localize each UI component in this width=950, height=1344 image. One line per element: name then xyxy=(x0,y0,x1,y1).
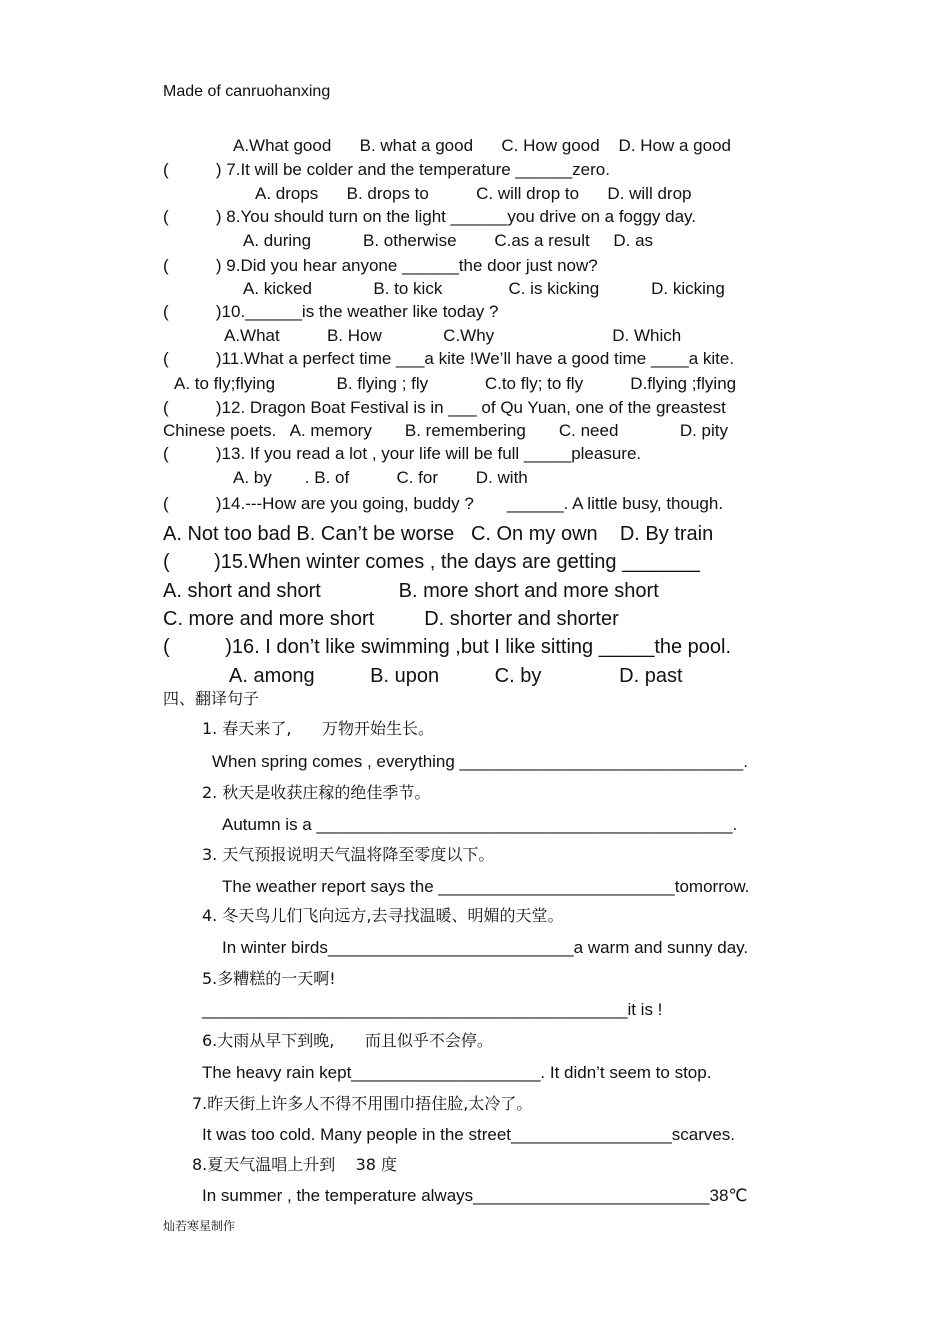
option-line-6: A.What good B. what a good C. How good D. How a good xyxy=(233,136,731,155)
option-line-8: A. during B. otherwise C.as a result D. as xyxy=(243,231,654,250)
page-header: Made of canruohanxing xyxy=(163,83,331,100)
translation-7-cn: 7.昨天街上许多人不得不用围巾捂住脸,太冷了。 xyxy=(192,1094,533,1113)
translation-7-en: It was too cold. Many people in the street_________________scarves. xyxy=(202,1125,736,1144)
translation-6-cn: 6.大雨从早下到晚, 而且似乎不会停。 xyxy=(202,1031,493,1050)
question-11: ( )11.What a perfect time ___a kite !We’ll have a good time ____a kite. xyxy=(163,349,735,368)
question-14: ( )14.---How are you going, buddy ? ______. A little busy, though. xyxy=(163,494,724,513)
option-line-10: A.What B. How C.Why D. Which xyxy=(224,326,682,345)
option-line-14: A. Not too bad B. Can’t be worse C. On my own D. By train xyxy=(163,523,714,545)
question-16: ( )16. I don’t like swimming ,but I like sitting _____the pool. xyxy=(163,636,732,658)
translation-5-cn: 5.多糟糕的一天啊! xyxy=(202,969,336,988)
translation-4-en: In winter birds__________________________a warm and sunny day. xyxy=(222,938,749,957)
option-line-9: A. kicked B. to kick C. is kicking D. kicking xyxy=(243,279,725,298)
translation-8-cn: 8.夏天气温唱上升到 38 度 xyxy=(192,1155,398,1174)
translation-5-en: _____________________________________________it is ! xyxy=(202,1000,663,1019)
option-line-13: A. by . B. of C. for D. with xyxy=(233,468,528,487)
question-10: ( )10.______is the weather like today ? xyxy=(163,302,499,321)
translation-3-cn: 3. 天气预报说明天气温将降至零度以下。 xyxy=(202,845,495,864)
option-line-7: A. drops B. drops to C. will drop to D. will drop xyxy=(255,184,692,203)
translation-2-cn: 2. 秋天是收获庄稼的绝佳季节。 xyxy=(202,783,431,802)
translation-1-en: When spring comes , everything ______________________________. xyxy=(212,752,748,771)
question-9: ( ) 9.Did you hear anyone ______the door just now? xyxy=(163,256,598,275)
question-7: ( ) 7.It will be colder and the temperature ______zero. xyxy=(163,160,610,179)
translation-6-en: The heavy rain kept____________________. It didn’t seem to stop. xyxy=(202,1063,712,1082)
option-line-11: A. to fly;flying B. flying ; fly C.to fly; to fly D.flying ;flying xyxy=(174,374,737,393)
translation-1-cn: 1. 春天来了, 万物开始生长。 xyxy=(202,719,434,738)
option-line-16: A. among B. upon C. by D. past xyxy=(229,665,683,687)
option-line-15a: A. short and short B. more short and more short xyxy=(163,580,659,602)
page-footer: 灿若寒星制作 xyxy=(163,1219,236,1233)
translation-2-en: Autumn is a ____________________________________________. xyxy=(222,815,738,834)
question-12-cont: Chinese poets. A. memory B. remembering C. need D. pity xyxy=(163,421,728,440)
question-12: ( )12. Dragon Boat Festival is in ___ of Qu Yuan, one of the greastest xyxy=(163,398,726,417)
translation-3-en: The weather report says the _________________________tomorrow. xyxy=(222,877,750,896)
option-line-15b: C. more and more short D. shorter and shorter xyxy=(163,608,619,630)
question-15: ( )15.When winter comes , the days are getting _______ xyxy=(163,551,700,573)
question-13: ( )13. If you read a lot , your life will be full _____pleasure. xyxy=(163,444,642,463)
translation-4-cn: 4. 冬天鸟儿们飞向远方,去寻找温暖、明媚的天堂。 xyxy=(202,906,564,925)
translation-8-en: In summer , the temperature always_________________________38℃ xyxy=(202,1186,748,1205)
question-8: ( ) 8.You should turn on the light ______you drive on a foggy day. xyxy=(163,207,697,226)
section-title: 四、翻译句子 xyxy=(163,689,260,708)
